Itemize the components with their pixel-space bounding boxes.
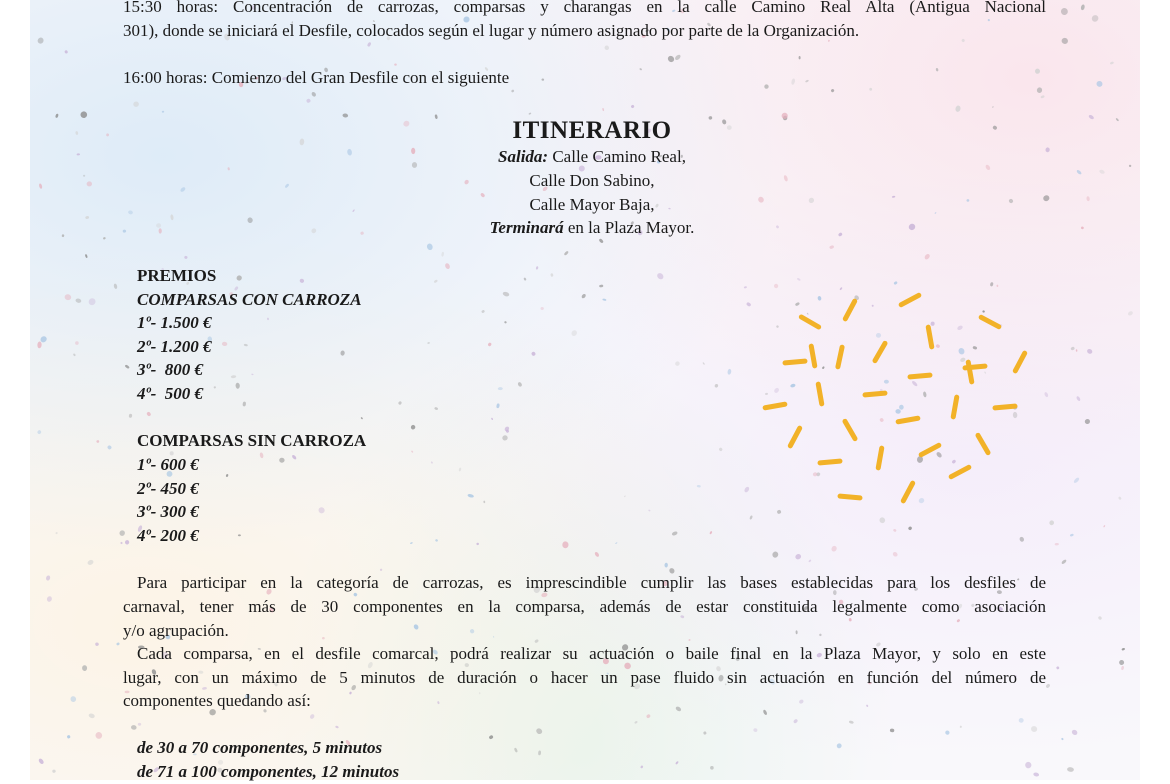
prize-with-float-1: 1º- 1.500 €: [137, 313, 212, 332]
itinerary-departure-street: Calle Camino Real,: [548, 147, 686, 166]
confetti-speck: [992, 125, 998, 130]
sprinkle-dash: [878, 448, 881, 468]
confetti-speck: [646, 714, 651, 719]
confetti-speck: [602, 298, 606, 301]
sprinkle-dash: [968, 362, 971, 382]
confetti-speck: [664, 563, 668, 568]
confetti-speck: [1086, 348, 1093, 355]
confetti-speck: [944, 730, 950, 736]
confetti-speck: [1008, 198, 1014, 204]
confetti-speck: [511, 89, 515, 93]
confetti-speck: [1110, 61, 1114, 64]
confetti-speck: [594, 551, 600, 557]
sprinkle-dash: [951, 467, 969, 476]
confetti-speck: [133, 101, 140, 108]
confetti-speck: [504, 321, 507, 324]
confetti-speck: [1067, 767, 1074, 772]
sprinkle-dash: [903, 483, 912, 501]
confetti-speck: [299, 138, 304, 145]
confetti-speck: [55, 113, 59, 118]
confetti-speck: [749, 515, 753, 520]
confetti-speck: [441, 252, 444, 257]
confetti-speck: [1033, 772, 1039, 777]
confetti-speck: [94, 731, 103, 740]
confetti-speck: [924, 253, 931, 260]
confetti-speck: [1042, 194, 1050, 202]
confetti-speck: [70, 696, 77, 703]
confetti-speck: [1098, 616, 1103, 621]
prize-without-float-2: 2º- 450 €: [137, 479, 199, 498]
confetti-speck: [808, 559, 811, 562]
confetti-speck: [1073, 477, 1080, 484]
confetti-speck: [667, 55, 676, 64]
confetti-speck: [799, 56, 801, 59]
confetti-speck: [106, 133, 109, 137]
confetti-speck: [630, 104, 634, 108]
confetti-speck: [481, 310, 485, 314]
prize-with-float-3: 3º- 800 €: [137, 360, 204, 379]
confetti-speck: [1121, 666, 1124, 671]
sprinkle-dash: [1015, 353, 1024, 371]
confetti-speck: [599, 284, 604, 287]
confetti-speck: [517, 381, 523, 387]
document-page: [30, 0, 1140, 780]
confetti-speck: [1030, 725, 1038, 733]
confetti-speck: [836, 742, 843, 749]
confetti-speck: [488, 735, 493, 740]
confetti-speck: [83, 175, 85, 177]
confetti-speck: [805, 79, 809, 82]
rules-para1-line1: Para participar en la categoría de carrozas, es imprescindible cumplir las bases establecidas para los desfiles de: [137, 573, 1046, 592]
confetti-speck: [502, 291, 510, 297]
confetti-speck: [640, 765, 643, 769]
confetti-speck: [535, 727, 543, 735]
confetti-speck: [830, 88, 834, 92]
confetti-speck: [496, 403, 500, 408]
confetti-speck: [1056, 666, 1060, 670]
confetti-speck: [39, 183, 43, 189]
confetti-speck: [1081, 226, 1085, 230]
confetti-speck: [85, 216, 89, 219]
confetti-speck: [1129, 165, 1132, 167]
confetti-speck: [764, 84, 769, 89]
confetti-speck: [540, 307, 544, 311]
sprinkle-burst-decoration: [750, 282, 1040, 512]
confetti-speck: [213, 386, 216, 389]
schedule-concentration-line1: 15:30 horas: Concentración de carrozas, comparsas y charangas en la calle Camino Real Alta (Antigua Nacional: [123, 0, 1046, 16]
confetti-speck: [52, 769, 56, 773]
confetti-speck: [514, 747, 518, 752]
confetti-speck: [656, 272, 665, 281]
rules-para2-line1: Cada comparsa, en el desfile comarcal, podrá realizar su actuación o baile final en la Plaza Mayor, y solo en este: [137, 644, 1046, 663]
confetti-speck: [61, 234, 64, 237]
confetti-speck: [564, 250, 569, 255]
confetti-speck: [122, 229, 126, 232]
confetti-speck: [1118, 659, 1125, 666]
confetti-speck: [411, 450, 414, 453]
confetti-speck: [1049, 520, 1055, 526]
confetti-speck: [483, 500, 485, 503]
confetti-speck: [226, 474, 229, 478]
confetti-speck: [1118, 496, 1122, 500]
confetti-speck: [830, 545, 837, 553]
confetti-speck: [80, 111, 88, 119]
confetti-speck: [410, 424, 416, 430]
confetti-speck: [1099, 169, 1106, 175]
confetti-speck: [536, 266, 539, 270]
confetti-speck: [1076, 169, 1082, 175]
itinerary-street-2: Calle Don Sabino,: [529, 171, 655, 190]
itinerary-departure-label: Salida:: [498, 147, 549, 166]
confetti-speck: [103, 237, 106, 240]
confetti-speck: [120, 541, 123, 544]
duration-item-2: de 71 a 100 componentes, 12 minutos: [137, 762, 400, 781]
confetti-speck: [251, 374, 253, 376]
confetti-speck: [458, 467, 461, 471]
prize-with-float-4: 4º- 500 €: [137, 384, 204, 403]
confetti-speck: [55, 532, 58, 535]
prize-without-float-1: 1º- 600 €: [137, 455, 199, 474]
confetti-speck: [180, 186, 187, 192]
confetti-speck: [267, 317, 270, 320]
confetti-speck: [674, 54, 681, 61]
confetti-speck: [360, 417, 363, 420]
confetti-speck: [87, 297, 97, 307]
confetti-speck: [231, 375, 237, 378]
confetti-speck: [46, 595, 53, 602]
confetti-speck: [1045, 147, 1050, 153]
confetti-speck: [113, 283, 117, 289]
confetti-speck: [86, 181, 92, 186]
confetti-speck: [247, 217, 254, 224]
confetti-speck: [435, 539, 438, 542]
prizes-with-float-title: COMPARSAS CON CARROZA: [137, 290, 362, 309]
confetti-speck: [146, 411, 151, 417]
confetti-speck: [156, 223, 161, 228]
confetti-speck: [107, 445, 112, 451]
prize-without-float-4: 4º- 200 €: [137, 526, 199, 545]
confetti-speck: [317, 506, 326, 515]
confetti-speck: [523, 277, 526, 281]
confetti-speck: [45, 575, 50, 581]
confetti-speck: [1080, 4, 1085, 10]
confetti-speck: [244, 344, 248, 347]
rules-para1-line2: carnaval, tener más de 30 componentes en la comparsa, además de estar constituida legalmente como asociación: [123, 597, 1046, 616]
itinerary-end-label: Terminará: [489, 218, 564, 237]
confetti-speck: [907, 222, 916, 231]
confetti-speck: [311, 91, 317, 97]
confetti-speck: [570, 329, 578, 337]
confetti-speck: [129, 414, 133, 419]
confetti-speck: [467, 493, 474, 498]
confetti-speck: [1084, 418, 1091, 425]
confetti-speck: [159, 228, 162, 233]
itinerary-street-3: Calle Mayor Baja,: [529, 195, 655, 214]
prizes-without-float-title: COMPARSAS SIN CARROZA: [137, 431, 367, 450]
confetti-speck: [1070, 346, 1075, 351]
confetti-speck: [434, 407, 438, 411]
confetti-speck: [697, 485, 701, 488]
confetti-speck: [892, 551, 899, 557]
confetti-speck: [634, 721, 638, 724]
confetti-speck: [1076, 349, 1078, 352]
confetti-speck: [170, 214, 174, 220]
confetti-speck: [502, 434, 509, 441]
sprinkle-dash: [838, 347, 842, 367]
schedule-concentration-line2: 301), donde se iniciará el Desfile, colocados según el lugar y número asignado por parte de la Organización.: [123, 21, 860, 40]
confetti-speck: [236, 274, 243, 281]
sprinkle-dash: [981, 317, 999, 326]
confetti-speck: [1076, 396, 1081, 402]
confetti-speck: [878, 516, 886, 524]
sprinkle-dash: [845, 301, 854, 319]
sprinkle-dash: [910, 375, 930, 377]
confetti-speck: [671, 531, 678, 537]
confetti-speck: [550, 273, 553, 277]
confetti-speck: [797, 278, 801, 282]
confetti-speck: [1044, 392, 1049, 398]
itinerary-end: [342, 216, 842, 240]
confetti-speck: [794, 553, 801, 560]
confetti-speck: [771, 551, 779, 559]
confetti-speck: [604, 45, 610, 51]
sprinkle-dash: [875, 343, 885, 360]
confetti-speck: [1036, 87, 1042, 94]
confetti-speck: [674, 361, 680, 367]
confetti-speck: [77, 153, 81, 155]
confetti-speck: [675, 761, 679, 765]
sprinkle-dash: [845, 421, 855, 438]
duration-item-1: de 30 a 70 componentes, 5 minutos: [137, 738, 383, 757]
confetti-speck: [1061, 37, 1069, 45]
confetti-speck: [703, 731, 707, 735]
confetti-speck: [335, 725, 339, 728]
confetti-speck: [235, 383, 240, 389]
confetti-speck: [992, 106, 994, 108]
confetti-speck: [709, 531, 712, 535]
confetti-speck: [434, 279, 438, 283]
confetti-speck: [1060, 7, 1069, 16]
confetti-speck: [491, 417, 494, 420]
confetti-speck: [985, 164, 991, 171]
confetti-speck: [162, 111, 165, 113]
confetti-speck: [1025, 761, 1033, 769]
confetti-speck: [538, 750, 541, 755]
confetti-speck: [342, 113, 348, 118]
confetti-speck: [222, 341, 228, 346]
confetti-speck: [744, 286, 747, 289]
confetti-speck: [581, 293, 587, 299]
itinerary-title: ITINERARIO: [512, 117, 672, 144]
confetti-speck: [227, 167, 230, 171]
confetti-speck: [1055, 543, 1059, 546]
prizes-title: PREMIOS: [137, 266, 217, 285]
sprinkle-dash: [953, 397, 956, 417]
confetti-speck: [37, 36, 45, 44]
confetti-speck: [128, 210, 134, 215]
confetti-speck: [124, 364, 129, 369]
confetti-speck: [67, 735, 71, 739]
confetti-speck: [398, 401, 402, 406]
confetti-speck: [710, 766, 714, 770]
confetti-speck: [793, 718, 799, 724]
schedule-start: 16:00 horas: Comienzo del Gran Desfile con el siguiente: [123, 68, 510, 87]
confetti-speck: [702, 362, 705, 365]
sprinkle-dash: [978, 435, 988, 452]
confetti-speck: [1103, 525, 1105, 528]
confetti-speck: [1090, 14, 1099, 23]
confetti-speck: [487, 342, 492, 347]
sprinkle-dash: [785, 361, 805, 363]
confetti-speck: [890, 728, 895, 732]
rules-para1-line3: y/o agrupación.: [123, 621, 229, 640]
sprinkle-dash: [790, 428, 799, 446]
confetti-speck: [727, 369, 732, 375]
sprinkle-dash: [928, 327, 931, 347]
confetti-speck: [531, 351, 536, 356]
confetti-speck: [310, 227, 317, 234]
sprinkle-dash: [820, 461, 840, 463]
confetti-speck: [1061, 737, 1064, 740]
rules-para2-line3: componentes quedando así:: [123, 691, 311, 710]
confetti-speck: [893, 528, 897, 532]
confetti-speck: [87, 559, 95, 566]
confetti-speck: [82, 665, 87, 671]
confetti-speck: [1040, 95, 1045, 99]
confetti-speck: [426, 243, 434, 251]
confetti-speck: [476, 543, 479, 546]
confetti-speck: [1071, 729, 1079, 736]
confetti-speck: [714, 384, 718, 388]
sprinkle-dash: [840, 496, 860, 498]
rules-para2-line2: lugar, con un máximo de 5 minutos de duración o hacer un pase fluido sin actuación en función del número de: [123, 668, 1046, 687]
confetti-speck: [75, 341, 79, 345]
confetti-speck: [955, 105, 961, 112]
confetti-speck: [306, 98, 311, 103]
confetti-speck: [849, 720, 854, 724]
confetti-speck: [753, 728, 758, 732]
confetti-speck: [38, 758, 45, 765]
confetti-speck: [602, 108, 604, 111]
confetti-speck: [1096, 80, 1104, 87]
confetti-speck: [259, 452, 264, 458]
confetti-speck: [967, 199, 970, 202]
sprinkle-dash: [901, 295, 919, 304]
confetti-speck: [1088, 114, 1095, 120]
confetti-speck: [88, 713, 95, 719]
confetti-speck: [624, 495, 626, 497]
confetti-speck: [309, 713, 315, 719]
confetti-speck: [279, 458, 285, 463]
confetti-speck: [85, 254, 88, 258]
confetti-speck: [541, 78, 544, 81]
confetti-speck: [138, 723, 142, 726]
sprinkle-dash: [865, 393, 885, 395]
confetti-speck: [131, 725, 137, 730]
confetti-speck: [242, 401, 246, 406]
confetti-speck: [431, 461, 434, 464]
confetti-speck: [498, 387, 503, 390]
confetti-speck: [410, 542, 413, 544]
confetti-speck: [648, 509, 651, 511]
sprinkle-dash: [765, 404, 785, 407]
confetti-speck: [238, 534, 241, 536]
confetti-speck: [75, 298, 82, 303]
confetti-speck: [1019, 536, 1025, 542]
confetti-speck: [340, 350, 345, 356]
confetti-speck: [615, 542, 618, 544]
confetti-speck: [64, 50, 68, 54]
confetti-speck: [184, 256, 188, 260]
confetti-speck: [1061, 559, 1067, 565]
itinerary-departure: [342, 145, 842, 169]
confetti-speck: [427, 342, 430, 344]
confetti-speck: [639, 68, 642, 71]
sprinkle-dash: [921, 445, 939, 454]
confetti-speck: [1121, 648, 1125, 651]
confetti-speck: [96, 440, 99, 443]
confetti-speck: [908, 526, 913, 531]
confetti-speck: [1035, 68, 1040, 73]
confetti-speck: [562, 541, 569, 548]
confetti-speck: [116, 642, 120, 646]
confetti-speck: [299, 278, 304, 283]
confetti-speck: [1086, 196, 1090, 201]
prize-with-float-2: 2º- 1.200 €: [137, 337, 212, 356]
confetti-speck: [124, 540, 129, 545]
sprinkle-dash: [811, 346, 814, 366]
sprinkle-dash: [898, 418, 918, 421]
confetti-speck: [959, 725, 962, 728]
sprinkle-dash: [818, 384, 821, 404]
confetti-speck: [1070, 533, 1074, 536]
confetti-speck: [64, 294, 72, 301]
sprinkle-dash: [801, 317, 818, 327]
sprinkle-dash: [995, 406, 1015, 408]
confetti-speck: [829, 245, 834, 250]
confetti-speck: [37, 429, 42, 434]
confetti-speck: [37, 341, 42, 348]
confetti-speck: [75, 131, 78, 135]
confetti-speck: [284, 183, 289, 188]
confetti-speck: [528, 112, 531, 115]
confetti-speck: [936, 68, 939, 72]
confetti-speck: [1115, 118, 1119, 122]
confetti-speck: [892, 196, 896, 198]
confetti-speck: [73, 353, 76, 356]
confetti-speck: [934, 212, 936, 214]
confetti-speck: [1045, 683, 1050, 688]
confetti-speck: [291, 454, 297, 460]
confetti-speck: [1127, 310, 1133, 316]
confetti-speck: [95, 642, 99, 646]
confetti-speck: [444, 262, 450, 269]
prize-without-float-3: 3º- 300 €: [137, 502, 199, 521]
confetti-speck: [118, 529, 126, 537]
confetti-speck: [718, 447, 723, 452]
itinerary-end-place: en la Plaza Mayor.: [563, 218, 695, 237]
confetti-speck: [869, 88, 872, 91]
confetti-speck: [1019, 718, 1024, 723]
confetti-speck: [791, 78, 796, 85]
